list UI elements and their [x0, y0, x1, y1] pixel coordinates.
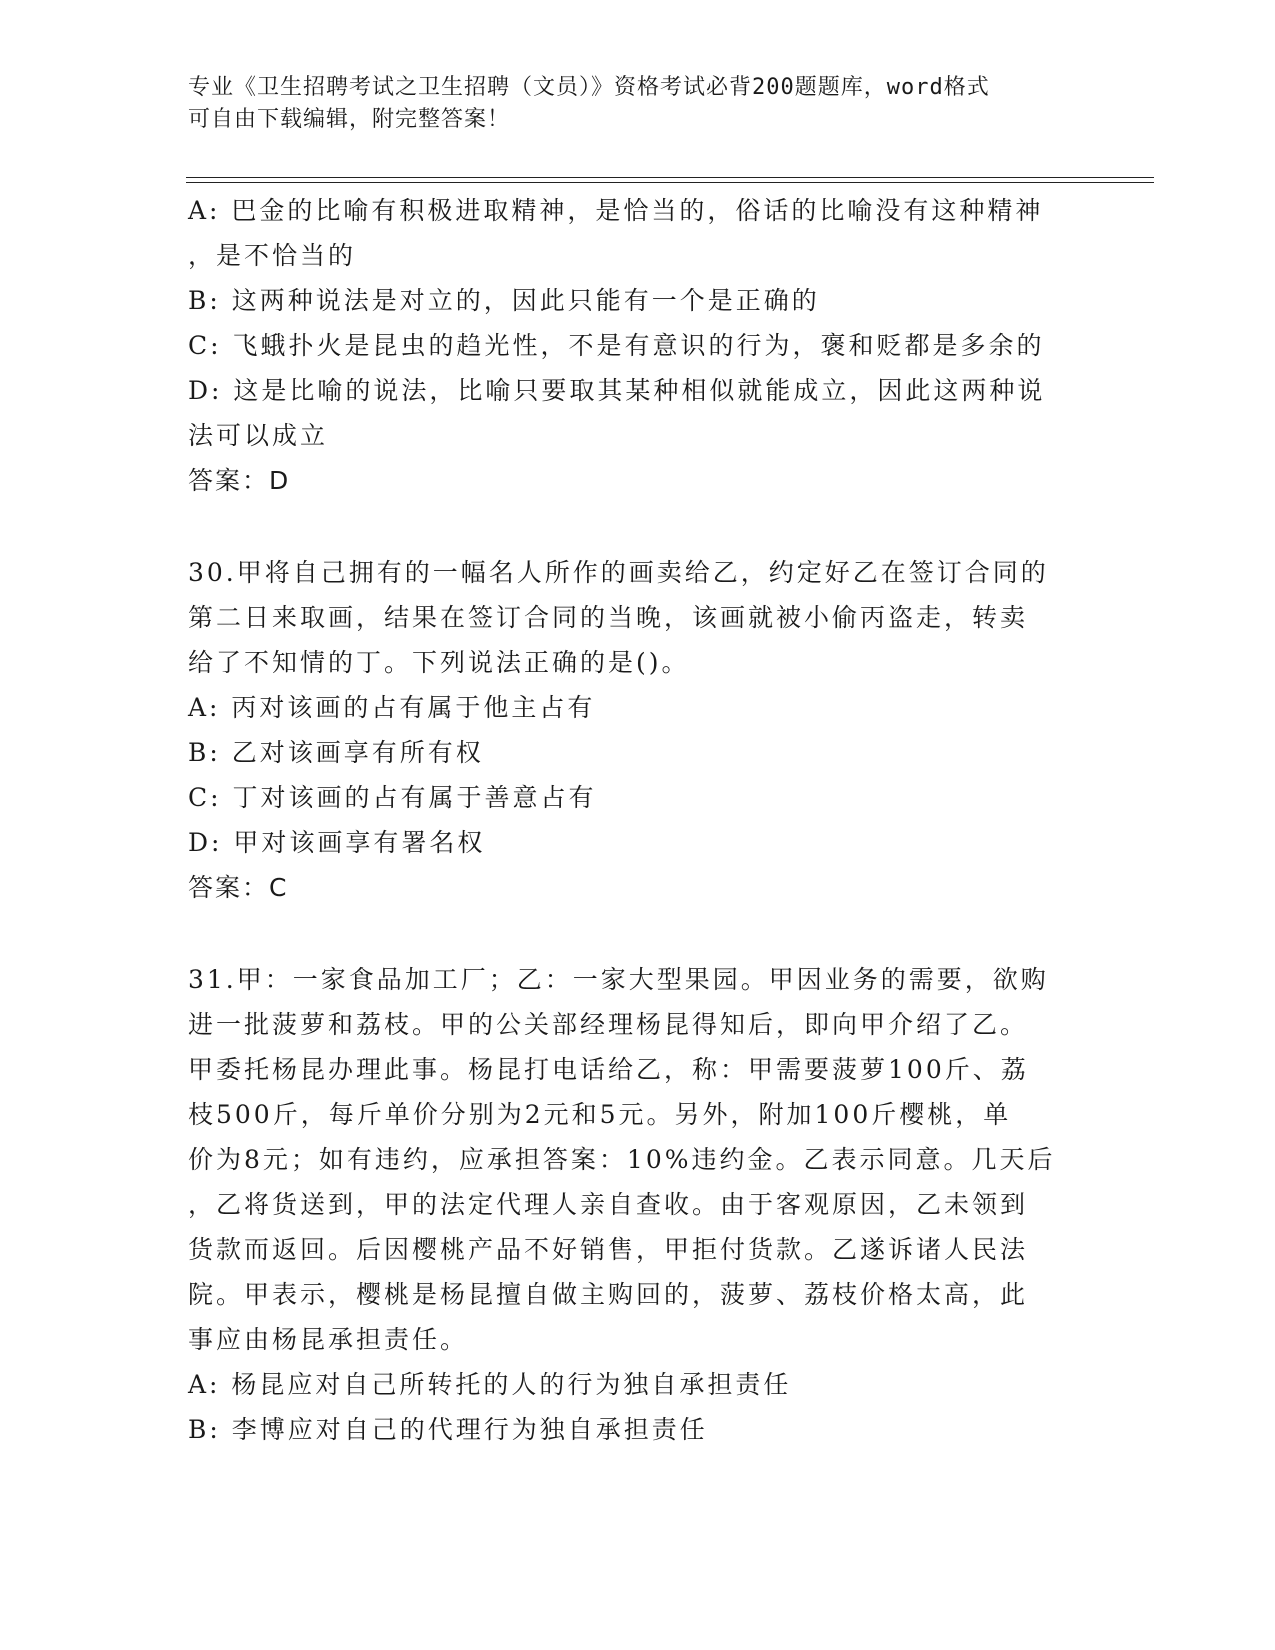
q31-option-a: A: 杨昆应对自己所转托的人的行为独自承担责任 — [188, 1370, 792, 1399]
question-29-block — [188, 188, 1068, 503]
q31-stem-line-1: 31.甲：一家食品加工厂；乙：一家大型果园。甲因业务的需要，欲购 — [188, 965, 1049, 994]
header-line-2: 可自由下载编辑，附完整答案！ — [188, 107, 511, 132]
q30-stem-line-1: 30.甲将自己拥有的一幅名人所作的画卖给乙，约定好乙在签订合同的 — [188, 558, 1049, 587]
document-body — [188, 188, 1068, 1452]
question-30-block — [188, 550, 1068, 910]
q31-option-b: B: 李博应对自己的代理行为独自承担责任 — [188, 1415, 708, 1444]
q29-option-a-line-1: A: 巴金的比喻有积极进取精神，是恰当的，俗话的比喻没有这种精神 — [188, 196, 1044, 225]
q30-stem-line-3: 给了不知情的丁。下列说法正确的是()。 — [188, 648, 690, 677]
header-divider-top — [186, 177, 1154, 178]
q30-stem-line-2: 第二日来取画，结果在签订合同的当晚，该画就被小偷丙盗走，转卖 — [188, 603, 1029, 632]
q31-stem-line-3: 甲委托杨昆办理此事。杨昆打电话给乙，称：甲需要菠萝100斤、荔 — [188, 1055, 1029, 1084]
q31-stem-line-4: 枝500斤，每斤单价分别为2元和5元。另外，附加100斤樱桃，单 — [188, 1100, 1012, 1129]
q31-stem-line-5: 价为8元；如有违约，应承担答案：10%违约金。乙表示同意。几天后 — [188, 1145, 1056, 1174]
q31-stem-line-6: ，乙将货送到，甲的法定代理人亲自查收。由于客观原因，乙未领到 — [188, 1190, 1029, 1219]
q31-stem-line-2: 进一批菠萝和荔枝。甲的公关部经理杨昆得知后，即向甲介绍了乙。 — [188, 1010, 1029, 1039]
q30-option-b: B: 乙对该画享有所有权 — [188, 738, 484, 767]
q29-option-a-line-2: ，是不恰当的 — [188, 241, 357, 270]
q30-option-c: C: 丁对该画的占有属于善意占有 — [188, 783, 597, 812]
header-line-1: 专业《卫生招聘考试之卫生招聘（文员）》资格考试必背200题题库，word格式 — [188, 75, 990, 100]
q31-stem-line-9: 事应由杨昆承担责任。 — [188, 1325, 469, 1354]
q29-answer: 答案：D — [188, 466, 291, 495]
q30-option-a: A: 丙对该画的占有属于他主占有 — [188, 693, 596, 722]
q29-option-b: B: 这两种说法是对立的，因此只能有一个是正确的 — [188, 286, 820, 315]
q29-option-d-line-1: D: 这是比喻的说法，比喻只要取其某种相似就能成立，因此这两种说 — [188, 376, 1046, 405]
q30-option-d: D: 甲对该画享有署名权 — [188, 828, 486, 857]
q29-option-d-line-2: 法可以成立 — [188, 421, 329, 450]
section-spacer — [188, 503, 1068, 550]
question-31-block — [188, 957, 1068, 1452]
q31-stem-line-8: 院。甲表示，樱桃是杨昆擅自做主购回的，菠萝、荔枝价格太高，此 — [188, 1280, 1029, 1309]
section-spacer — [188, 910, 1068, 957]
document-header — [188, 72, 1068, 136]
q30-answer: 答案：C — [188, 873, 289, 902]
header-divider-bottom — [186, 182, 1154, 183]
q31-stem-line-7: 货款而返回。后因樱桃产品不好销售，甲拒付货款。乙遂诉诸人民法 — [188, 1235, 1029, 1264]
q29-option-c: C: 飞蛾扑火是昆虫的趋光性，不是有意识的行为，褒和贬都是多余的 — [188, 331, 1045, 360]
